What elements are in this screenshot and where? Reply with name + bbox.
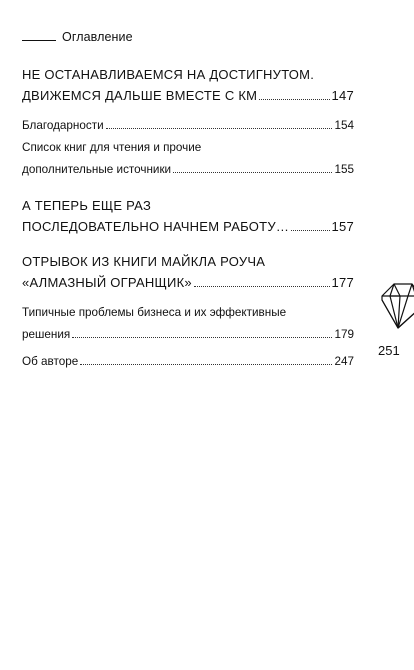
toc-entry-title: решения [22, 328, 71, 341]
dot-leader [106, 128, 333, 129]
page-number: 251 [378, 343, 400, 358]
dot-leader [194, 286, 330, 287]
dot-leader [291, 230, 329, 231]
toc-entry-title: Благодарности [22, 119, 104, 132]
toc-page-number: 157 [331, 219, 354, 234]
toc-entry-title: Список книг для чтения и прочие [22, 141, 202, 154]
header-rule [22, 40, 56, 41]
toc-page-number: 179 [334, 328, 354, 341]
toc-entry-main-part[interactable] [22, 64, 354, 106]
toc-entry-title: А ТЕПЕРЬ ЕЩЕ РАЗ [22, 198, 152, 213]
dot-leader [173, 172, 332, 173]
toc-entry-about-author[interactable] [22, 351, 354, 373]
dot-leader [72, 337, 332, 338]
toc-page-number: 147 [331, 88, 354, 103]
header-title: Оглавление [62, 30, 133, 44]
toc-page-number: 155 [334, 163, 354, 176]
toc-entry-title: «АЛМАЗНЫЙ ОГРАНЩИК» [22, 275, 192, 290]
dot-leader [259, 99, 329, 100]
diamond-icon [378, 280, 414, 330]
table-of-contents [22, 64, 354, 373]
toc-entry-restart[interactable] [22, 195, 354, 237]
toc-entry-title: дополнительные источники [22, 163, 172, 176]
toc-entry-typical-problems[interactable] [22, 302, 354, 346]
toc-entry-title: Типичные проблемы бизнеса и их эффективные [22, 306, 287, 319]
toc-entry-excerpt[interactable] [22, 251, 354, 293]
toc-entry-reading-list[interactable] [22, 137, 354, 181]
toc-entry-title: ПОСЛЕДОВАТЕЛЬНО НАЧНЕМ РАБОТУ… [22, 219, 290, 234]
toc-entry-title: ДВИЖЕМСЯ ДАЛЬШЕ ВМЕСТЕ С КМ [22, 88, 258, 103]
toc-page-number: 177 [331, 275, 354, 290]
toc-page-number: 154 [334, 119, 354, 132]
toc-entry-title: ОТРЫВОК ИЗ КНИГИ МАЙКЛА РОУЧА [22, 254, 266, 269]
toc-entry-title: Об авторе [22, 355, 79, 368]
toc-page-number: 247 [334, 355, 354, 368]
toc-entry-acknowledgements[interactable] [22, 115, 354, 137]
running-header [22, 30, 133, 44]
toc-entry-title: НЕ ОСТАНАВЛИВАЕМСЯ НА ДОСТИГНУТОМ. [22, 67, 315, 82]
dot-leader [80, 364, 332, 365]
